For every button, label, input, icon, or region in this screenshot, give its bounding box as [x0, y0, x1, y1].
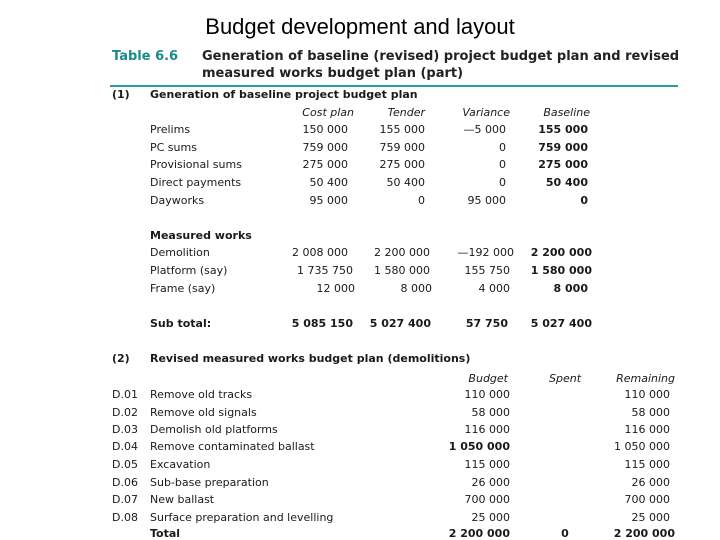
baseline-value: 8 000 [553, 282, 588, 295]
row-label: Remove old tracks [150, 388, 253, 401]
row-code: D.05 [112, 458, 138, 471]
row-label: Prelims [150, 123, 191, 136]
variance-value: —192 000 [457, 246, 514, 259]
header-spent: Spent [548, 372, 582, 385]
baseline-value: 1 580 000 [530, 264, 592, 277]
caption-rule [110, 85, 678, 87]
cost-plan-value: 150 000 [302, 123, 348, 136]
tender-value: 759 000 [379, 141, 425, 154]
cost-plan-value: 275 000 [302, 158, 348, 171]
variance-value: 4 000 [478, 282, 510, 295]
baseline-value: 2 200 000 [530, 246, 592, 259]
subtotal-tender: 5 027 400 [369, 317, 431, 330]
remaining-value: 25 000 [631, 511, 670, 524]
header-budget: Budget [468, 372, 508, 385]
remaining-value: 115 000 [624, 458, 670, 471]
cost-plan-value: 1 735 750 [297, 264, 353, 277]
budget-value: 26 000 [471, 476, 510, 489]
row-code: D.03 [112, 423, 138, 436]
baseline-value: 50 400 [545, 176, 588, 189]
budget-value: 110 000 [464, 388, 510, 401]
remaining-value: 700 000 [624, 493, 670, 506]
variance-value: —5 000 [463, 123, 506, 136]
header-cost-plan: Cost plan [302, 106, 354, 119]
row-label: Demolish old platforms [150, 423, 278, 436]
baseline-value: 275 000 [538, 158, 588, 171]
table-caption-line2: measured works budget plan (part) [202, 66, 464, 81]
total-spent: 0 [561, 527, 569, 540]
variance-value: 0 [499, 158, 506, 171]
row-label: Frame (say) [150, 282, 216, 295]
row-code: D.02 [112, 406, 138, 419]
header-variance: Variance [462, 106, 510, 119]
table-caption-line1: Generation of baseline (revised) project budget plan and revised [202, 49, 680, 64]
tender-value: 0 [418, 194, 425, 207]
variance-value: 95 000 [467, 194, 506, 207]
section2-title: Revised measured works budget plan (demolitions) [150, 352, 471, 365]
section2-number: (2) [112, 352, 130, 365]
row-code: D.06 [112, 476, 138, 489]
tender-value: 50 400 [386, 176, 425, 189]
subtotal-label: Sub total: [150, 317, 212, 330]
cost-plan-value: 759 000 [302, 141, 348, 154]
cost-plan-value: 2 008 000 [292, 246, 348, 259]
row-label: New ballast [150, 493, 215, 506]
remaining-value: 58 000 [631, 406, 670, 419]
variance-value: 155 750 [464, 264, 510, 277]
row-label: Direct payments [150, 176, 242, 189]
tender-value: 275 000 [379, 158, 425, 171]
row-label: Provisional sums [150, 158, 242, 171]
total-remaining: 2 200 000 [613, 527, 675, 540]
row-code: D.08 [112, 511, 138, 524]
budget-value: 58 000 [471, 406, 510, 419]
tender-value: 2 200 000 [374, 246, 430, 259]
baseline-value: 759 000 [538, 141, 588, 154]
row-code: D.01 [112, 388, 138, 401]
header-baseline: Baseline [543, 106, 590, 119]
budget-value: 116 000 [464, 423, 510, 436]
row-label: Demolition [150, 246, 210, 259]
remaining-value: 116 000 [624, 423, 670, 436]
row-code: D.07 [112, 493, 138, 506]
header-remaining: Remaining [616, 372, 675, 385]
tender-value: 1 580 000 [374, 264, 430, 277]
row-label: Surface preparation and levelling [150, 511, 334, 524]
subtotal-variance: 57 750 [465, 317, 508, 330]
row-label: Platform (say) [150, 264, 228, 277]
baseline-value: 0 [580, 194, 588, 207]
row-label: Dayworks [150, 194, 205, 207]
total-budget: 2 200 000 [448, 527, 510, 540]
budget-value: 700 000 [464, 493, 510, 506]
total-label: Total [150, 527, 181, 540]
budget-value: 1 050 000 [448, 440, 510, 453]
budget-value: 115 000 [464, 458, 510, 471]
cost-plan-value: 95 000 [309, 194, 348, 207]
section1-number: (1) [112, 88, 130, 101]
header-tender: Tender [387, 106, 425, 119]
slide-title: Budget development and layout [205, 14, 515, 39]
measured-works-heading: Measured works [150, 229, 252, 242]
table-number: Table 6.6 [112, 49, 179, 64]
row-code: D.04 [112, 440, 138, 453]
row-label: Remove old signals [150, 406, 257, 419]
cost-plan-value: 12 000 [316, 282, 355, 295]
variance-value: 0 [499, 141, 506, 154]
tender-value: 155 000 [379, 123, 425, 136]
remaining-value: 1 050 000 [614, 440, 670, 453]
baseline-value: 155 000 [538, 123, 588, 136]
row-label: PC sums [150, 141, 197, 154]
tender-value: 8 000 [400, 282, 432, 295]
variance-value: 0 [499, 176, 506, 189]
subtotal-cost-plan: 5 085 150 [291, 317, 353, 330]
subtotal-baseline: 5 027 400 [530, 317, 592, 330]
remaining-value: 26 000 [631, 476, 670, 489]
cost-plan-value: 50 400 [309, 176, 348, 189]
row-label: Sub-base preparation [150, 476, 269, 489]
row-label: Remove contaminated ballast [150, 440, 315, 453]
remaining-value: 110 000 [624, 388, 670, 401]
row-label: Excavation [150, 458, 211, 471]
section1-title: Generation of baseline project budget plan [150, 88, 418, 101]
budget-value: 25 000 [471, 511, 510, 524]
